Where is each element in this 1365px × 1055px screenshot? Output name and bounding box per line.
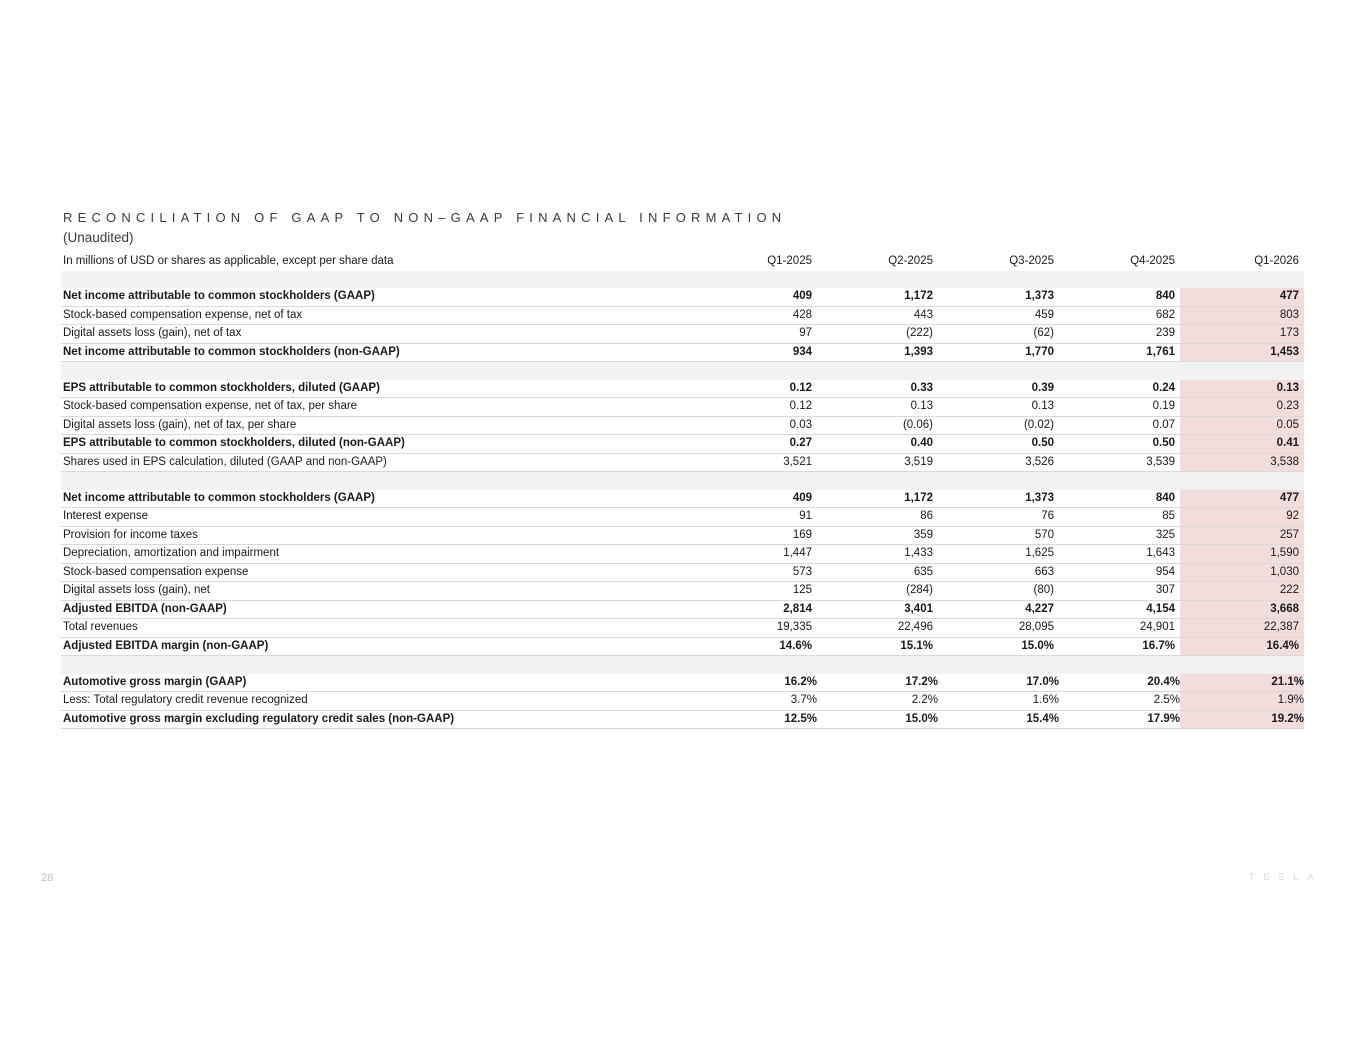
value-cell: (0.06) <box>817 416 938 435</box>
value-cell: 16.4% <box>1180 637 1304 656</box>
table-row <box>61 453 1304 472</box>
value-cell: 173 <box>1180 325 1304 344</box>
value-cell: 0.23 <box>1180 398 1304 417</box>
table-row <box>61 582 1304 601</box>
spacer-cell <box>938 656 1059 674</box>
value-cell: 4,227 <box>938 600 1059 619</box>
value-cell: 0.50 <box>938 435 1059 454</box>
table-row <box>61 710 1304 729</box>
header-label: In millions of USD or shares as applicable, except per share data <box>63 255 394 267</box>
value-cell: 86 <box>817 508 938 527</box>
spacer-cell <box>696 271 817 289</box>
spacer-cell <box>938 362 1059 380</box>
spacer-cell <box>696 656 817 674</box>
row-label: Less: Total regulatory credit revenue recognized <box>61 692 696 711</box>
value-cell: 0.13 <box>1180 380 1304 398</box>
value-cell: 1.9% <box>1180 692 1304 711</box>
value-cell: 16.2% <box>696 674 817 692</box>
value-cell: 307 <box>1059 582 1180 601</box>
value-cell: 85 <box>1059 508 1180 527</box>
value-cell: 1,172 <box>817 288 938 306</box>
table-row <box>61 343 1304 362</box>
value-cell: 17.9% <box>1059 710 1180 729</box>
column-header: Q2-2025 <box>888 255 933 267</box>
value-cell: 477 <box>1180 288 1304 306</box>
value-cell: 0.24 <box>1059 380 1180 398</box>
row-label: Depreciation, amortization and impairment <box>61 545 696 564</box>
spacer-cell <box>817 472 938 490</box>
value-cell: (222) <box>817 325 938 344</box>
value-cell: 22,387 <box>1180 619 1304 638</box>
value-cell: 20.4% <box>1059 674 1180 692</box>
value-cell: 682 <box>1059 306 1180 325</box>
value-cell: 459 <box>938 306 1059 325</box>
spacer-cell <box>817 362 938 380</box>
value-cell: 443 <box>817 306 938 325</box>
value-cell: 1,433 <box>817 545 938 564</box>
value-cell: 3,526 <box>938 453 1059 472</box>
table-row <box>61 563 1304 582</box>
value-cell: 97 <box>696 325 817 344</box>
value-cell: 12.5% <box>696 710 817 729</box>
table-row <box>61 526 1304 545</box>
value-cell: 2,814 <box>696 600 817 619</box>
value-cell: 3.7% <box>696 692 817 711</box>
value-cell: 15.0% <box>817 710 938 729</box>
spacer-cell <box>61 271 696 289</box>
table-row <box>61 545 1304 564</box>
spacer-cell <box>696 472 817 490</box>
value-cell: 1,030 <box>1180 563 1304 582</box>
section-spacer <box>61 271 1304 289</box>
row-label: Automotive gross margin (GAAP) <box>61 674 696 692</box>
row-label: EPS attributable to common stockholders, diluted (GAAP) <box>61 380 696 398</box>
row-label: Net income attributable to common stockholders (non-GAAP) <box>61 343 696 362</box>
table-row <box>61 435 1304 454</box>
value-cell: 1,625 <box>938 545 1059 564</box>
row-label: Adjusted EBITDA (non-GAAP) <box>61 600 696 619</box>
value-cell: 1,373 <box>938 490 1059 508</box>
value-cell: 76 <box>938 508 1059 527</box>
value-cell: 3,519 <box>817 453 938 472</box>
value-cell: 19.2% <box>1180 710 1304 729</box>
value-cell: 91 <box>696 508 817 527</box>
value-cell: 663 <box>938 563 1059 582</box>
spacer-cell <box>61 362 696 380</box>
table-row <box>61 637 1304 656</box>
value-cell: 17.0% <box>938 674 1059 692</box>
value-cell: 3,401 <box>817 600 938 619</box>
section-spacer <box>61 472 1304 490</box>
spacer-cell <box>61 472 696 490</box>
page-subtitle: (Unaudited) <box>63 230 134 245</box>
spacer-cell <box>938 271 1059 289</box>
value-cell: 0.07 <box>1059 416 1180 435</box>
spacer-cell <box>1180 656 1304 674</box>
brand-logo: TESLA <box>1249 872 1323 882</box>
value-cell: 22,496 <box>817 619 938 638</box>
column-header: Q1-2025 <box>767 255 812 267</box>
row-label: Shares used in EPS calculation, diluted (GAAP and non-GAAP) <box>61 453 696 472</box>
value-cell: 359 <box>817 526 938 545</box>
value-cell: 15.0% <box>938 637 1059 656</box>
value-cell: 3,668 <box>1180 600 1304 619</box>
table-row <box>61 288 1304 306</box>
value-cell: 0.27 <box>696 435 817 454</box>
value-cell: 325 <box>1059 526 1180 545</box>
value-cell: 3,538 <box>1180 453 1304 472</box>
column-header: Q3-2025 <box>1009 255 1054 267</box>
value-cell: (62) <box>938 325 1059 344</box>
value-cell: 239 <box>1059 325 1180 344</box>
table-body <box>61 271 1304 729</box>
value-cell: 222 <box>1180 582 1304 601</box>
page-title: RECONCILIATION OF GAAP TO NON–GAAP FINANCIAL INFORMATION <box>63 210 787 225</box>
column-header: Q4-2025 <box>1130 255 1175 267</box>
table-row <box>61 380 1304 398</box>
value-cell: 0.19 <box>1059 398 1180 417</box>
value-cell: 0.50 <box>1059 435 1180 454</box>
value-cell: 1,761 <box>1059 343 1180 362</box>
value-cell: 1,373 <box>938 288 1059 306</box>
value-cell: 16.7% <box>1059 637 1180 656</box>
value-cell: 0.12 <box>696 380 817 398</box>
row-label: Adjusted EBITDA margin (non-GAAP) <box>61 637 696 656</box>
value-cell: 0.40 <box>817 435 938 454</box>
row-label: Interest expense <box>61 508 696 527</box>
value-cell: 635 <box>817 563 938 582</box>
page-number: 28 <box>41 872 54 884</box>
spacer-cell <box>1059 472 1180 490</box>
value-cell: 0.05 <box>1180 416 1304 435</box>
spacer-cell <box>1180 362 1304 380</box>
row-label: Net income attributable to common stockholders (GAAP) <box>61 288 696 306</box>
value-cell: 1.6% <box>938 692 1059 711</box>
value-cell: 0.13 <box>817 398 938 417</box>
value-cell: 169 <box>696 526 817 545</box>
table-row <box>61 619 1304 638</box>
value-cell: 15.4% <box>938 710 1059 729</box>
value-cell: 17.2% <box>817 674 938 692</box>
value-cell: (0.02) <box>938 416 1059 435</box>
row-label: Digital assets loss (gain), net of tax <box>61 325 696 344</box>
table-row <box>61 490 1304 508</box>
value-cell: 803 <box>1180 306 1304 325</box>
value-cell: 0.33 <box>817 380 938 398</box>
value-cell: 1,643 <box>1059 545 1180 564</box>
table-row <box>61 306 1304 325</box>
value-cell: 954 <box>1059 563 1180 582</box>
spacer-cell <box>696 362 817 380</box>
value-cell: 409 <box>696 288 817 306</box>
value-cell: 1,447 <box>696 545 817 564</box>
value-cell: 3,539 <box>1059 453 1180 472</box>
reconciliation-table <box>61 253 1304 729</box>
value-cell: 409 <box>696 490 817 508</box>
column-header: Q1-2026 <box>1254 255 1299 267</box>
table-row <box>61 674 1304 692</box>
value-cell: 573 <box>696 563 817 582</box>
table-header-row <box>61 253 1304 271</box>
row-label: Stock-based compensation expense <box>61 563 696 582</box>
value-cell: 2.5% <box>1059 692 1180 711</box>
value-cell: 92 <box>1180 508 1304 527</box>
value-cell: 21.1% <box>1180 674 1304 692</box>
value-cell: 934 <box>696 343 817 362</box>
value-cell: 0.12 <box>696 398 817 417</box>
value-cell: 1,172 <box>817 490 938 508</box>
spacer-cell <box>938 472 1059 490</box>
value-cell: 15.1% <box>817 637 938 656</box>
value-cell: 840 <box>1059 288 1180 306</box>
table-row <box>61 398 1304 417</box>
value-cell: 0.03 <box>696 416 817 435</box>
spacer-cell <box>1180 472 1304 490</box>
spacer-cell <box>1059 362 1180 380</box>
value-cell: 24,901 <box>1059 619 1180 638</box>
value-cell: 570 <box>938 526 1059 545</box>
value-cell: 2.2% <box>817 692 938 711</box>
value-cell: 257 <box>1180 526 1304 545</box>
value-cell: 1,770 <box>938 343 1059 362</box>
row-label: Total revenues <box>61 619 696 638</box>
spacer-cell <box>1059 271 1180 289</box>
row-label: Stock-based compensation expense, net of tax, per share <box>61 398 696 417</box>
value-cell: 28,095 <box>938 619 1059 638</box>
table-row <box>61 692 1304 711</box>
value-cell: 19,335 <box>696 619 817 638</box>
row-label: Provision for income taxes <box>61 526 696 545</box>
value-cell: 4,154 <box>1059 600 1180 619</box>
section-spacer <box>61 656 1304 674</box>
value-cell: 0.41 <box>1180 435 1304 454</box>
value-cell: (284) <box>817 582 938 601</box>
row-label: Automotive gross margin excluding regulatory credit sales (non-GAAP) <box>61 710 696 729</box>
value-cell: 1,453 <box>1180 343 1304 362</box>
spacer-cell <box>817 656 938 674</box>
table-row <box>61 600 1304 619</box>
table-row <box>61 416 1304 435</box>
table-row <box>61 325 1304 344</box>
value-cell: 14.6% <box>696 637 817 656</box>
row-label: Digital assets loss (gain), net of tax, per share <box>61 416 696 435</box>
row-label: EPS attributable to common stockholders, diluted (non-GAAP) <box>61 435 696 454</box>
section-spacer <box>61 362 1304 380</box>
value-cell: 0.39 <box>938 380 1059 398</box>
value-cell: 428 <box>696 306 817 325</box>
table-row <box>61 508 1304 527</box>
value-cell: 0.13 <box>938 398 1059 417</box>
row-label: Stock-based compensation expense, net of tax <box>61 306 696 325</box>
row-label: Net income attributable to common stockholders (GAAP) <box>61 490 696 508</box>
row-label: Digital assets loss (gain), net <box>61 582 696 601</box>
value-cell: 477 <box>1180 490 1304 508</box>
value-cell: 1,393 <box>817 343 938 362</box>
spacer-cell <box>1180 271 1304 289</box>
value-cell: 3,521 <box>696 453 817 472</box>
value-cell: 840 <box>1059 490 1180 508</box>
spacer-cell <box>61 656 696 674</box>
value-cell: (80) <box>938 582 1059 601</box>
value-cell: 1,590 <box>1180 545 1304 564</box>
value-cell: 125 <box>696 582 817 601</box>
spacer-cell <box>1059 656 1180 674</box>
spacer-cell <box>817 271 938 289</box>
